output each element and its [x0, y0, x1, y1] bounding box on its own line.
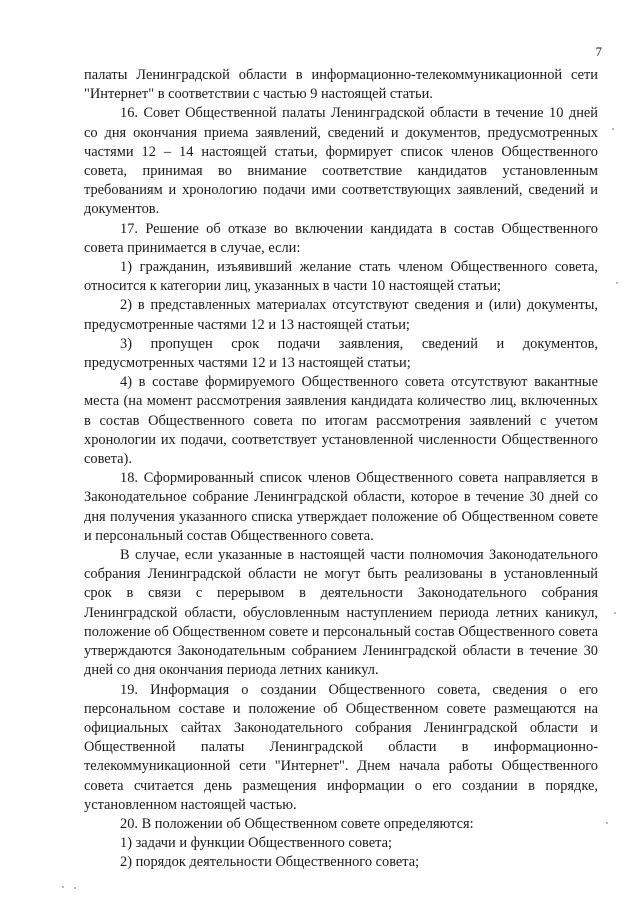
scan-speck — [616, 282, 618, 284]
paragraph-20-item-2: 2) порядок деятельности Общественного совета; — [120, 854, 420, 871]
scan-speck — [612, 128, 614, 130]
paragraph-17-item-4: 4) в составе формируемого Общественного совета отсутствуют вакантные места (на момент рассмотрения заявления кандидата количество лиц, включенных в состав Общественного совета по итогам рассмотрения заявлений с учетом хронологии их подачи, соответствует установленной численности Общественного совета). — [84, 374, 598, 468]
scan-speck — [614, 612, 616, 614]
paragraph-continuation: палаты Ленинградской области в информационно-телекоммуникационной сети "Интернет" в соответствии с частью 9 настоящей статьи. — [84, 67, 598, 103]
paragraph-17-item-2: 2) в представленных материалах отсутствуют сведения и (или) документы, предусмотренные частями 12 и 13 настоящей статьи; — [84, 297, 598, 333]
paragraph-18: 18. Сформированный список членов Общественного совета направляется в Законодательное собрание Ленинградской области, которое в течение 30 дней со дня получения указанного списка утверждает положение об Общественном совете и персональный состав Общественного совета. — [84, 470, 598, 544]
scan-speck — [74, 887, 76, 889]
paragraph-20-item-1: 1) задачи и функции Общественного совета; — [120, 835, 392, 852]
scan-speck — [62, 886, 64, 888]
paragraph-20: 20. В положении об Общественном совете определяются: — [120, 815, 474, 832]
paragraph-17-item-3: 3) пропущен срок подачи заявления, сведений и документов, предусмотренных частями 12 и 13 настоящей статьи; — [84, 335, 598, 372]
paragraph-17-item-1: 1) гражданин, изъявивший желание стать членом Общественного совета, относится к категории лиц, указанных в части 10 настоящей статьи; — [84, 259, 598, 295]
paragraph-16: 16. Совет Общественной палаты Ленинградской области в течение 10 дней со дня окончания приема заявлений, сведений и документов, предусмотренных частями 12 – 14 настоящей статьи, формирует список членов Общественного совета, принимая во внимание соответствие кандидатов установленным требованиям и хронологию подачи ими соответствующих заявлений, сведений и документов. — [84, 105, 598, 218]
scan-speck — [606, 822, 608, 824]
paragraph-19: 19. Информация о создании Общественного совета, сведения о его персональном составе и положение об Общественном совете размещаются на официальных сайтах Законодательного собрания Ленинградской области и Общественной палаты Ленинградской области в информационно-телекоммуникационной сети "Интернет". Днем начала работы Общественного совета считается день размещения информации о его создании в порядке, установленном настоящей частью. — [84, 681, 598, 813]
page-number: 7 — [595, 44, 602, 59]
paragraph-17: 17. Решение об отказе во включении кандидата в состав Общественного совета принимается в случае, если: — [84, 220, 598, 256]
paragraph-18-second: В случае, если указанные в настоящей части полномочия Законодательного собрания Ленинградской области не могут быть реализованы в установленный срок в связи с перерывом в деятельности Законодательного собрания Ленинградской области, обусловленным наступлением периода летних каникул, положение об Общественном совете и персональный состав Общественного совета утверждаются Законодательным собранием Ленинградской области в течение 30 дней со дня окончания периода летних каникул. — [84, 547, 598, 679]
document-body — [84, 66, 598, 873]
